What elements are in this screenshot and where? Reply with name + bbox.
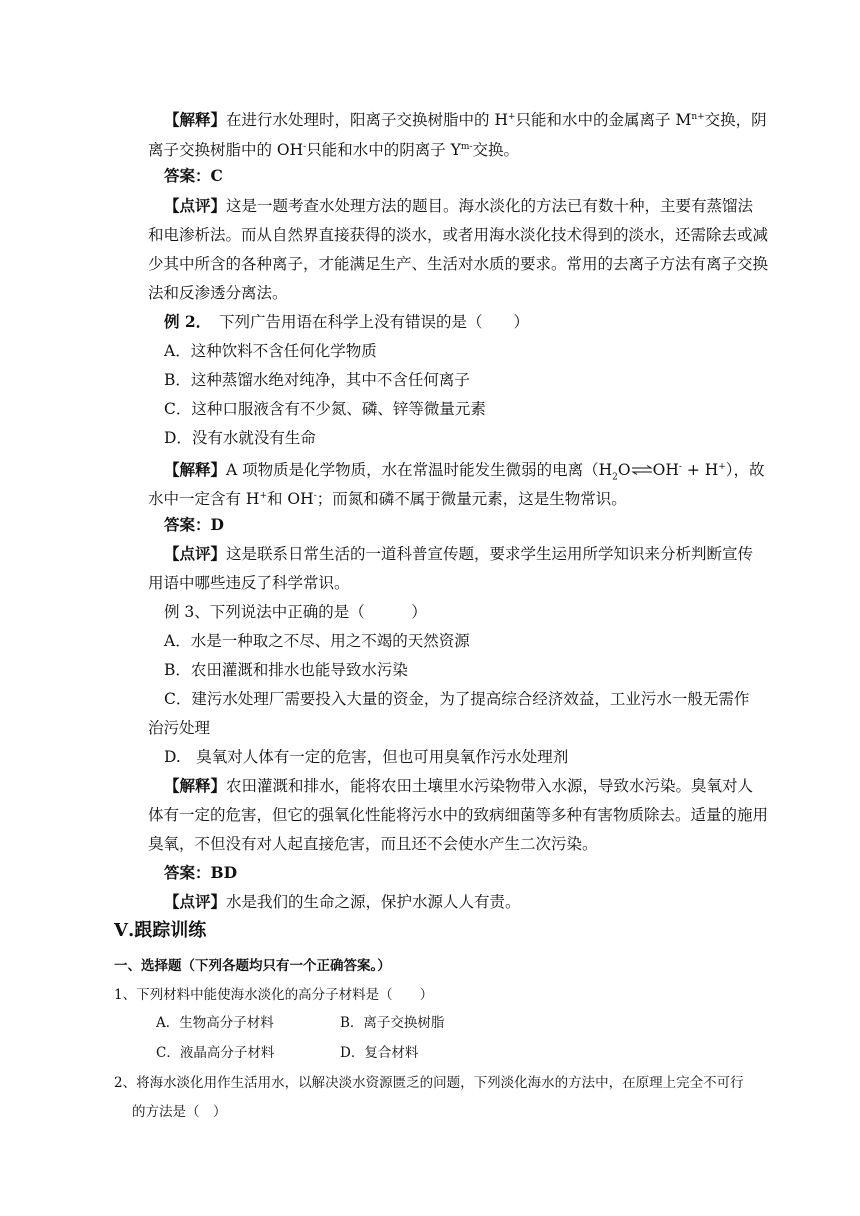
question-1-option-b: B．离子交换树脂 (340, 1015, 445, 1031)
section-subtitle: 一、选择题（下列各题均只有一个正确答案。） (114, 958, 391, 974)
example-2-option-b: B．这种蒸馏水绝对纯净，其中不含任何离子 (164, 371, 470, 389)
comment-1-line-2: 和电渗析法。而从自然界直接获得的淡水，或者用海水淡化技术得到的淡水，还需除去或减 (148, 226, 769, 244)
example-3-option-c-continued: 治污处理 (148, 719, 211, 737)
comment-2-line-1: 【点评】这是联系日常生活的一道科普宣传题，要求学生运用所学知识来分析判断宣传 (164, 544, 754, 563)
example-2-question: 例 2． 下列广告用语在科学上没有错误的是（ ） (164, 312, 529, 331)
answer-2: 答案：D (164, 515, 224, 534)
answer-3: 答案：BD (164, 863, 238, 882)
example-3-option-b: B．农田灌溉和排水也能导致水污染 (164, 661, 408, 679)
example-3-option-c: C．建污水处理厂需要投入大量的资金，为了提高综合经济效益，工业污水一般无需作 (164, 690, 750, 708)
comment-3-line-1: 【点评】水是我们的生命之源，保护水源人人有责。 (164, 892, 521, 911)
comment-marker: 【点评】 (164, 196, 227, 215)
explanation-2-line-2: 水中一定含有 H+和 OH-；而氮和磷不属于微量元素，这是生物常识。 (148, 490, 627, 509)
example-3-question: 例 3、下列说法中正确的是（ ） (164, 603, 427, 621)
question-1-option-a: A．生物高分子材料 (156, 1015, 274, 1031)
comment-marker: 【点评】 (164, 544, 227, 563)
question-1-option-c: C．液晶高分子材料 (156, 1045, 275, 1061)
explanation-3-line-1: 【解释】农田灌溉和排水，能将农田土壤里水污染物带入水源，导致水污染。臭氧对人 (164, 776, 754, 795)
question-1-option-d: D．复合材料 (340, 1045, 419, 1061)
explanation-1-line-1: 【解释】在进行水处理时，阳离子交换树脂中的 H+只能和水中的金属离子 $M^{n+}$交换，阴 (164, 110, 767, 130)
comment-2-line-2: 用语中哪些违反了科学常识。 (148, 574, 350, 592)
question-1-stem: 1、下列材料中能使海水淡化的高分子材料是（ ） (114, 987, 434, 1003)
example-3-option-d: D. 臭氧对人体有一定的危害，但也可用臭氧作污水处理剂 (164, 748, 569, 766)
comment-1-line-4: 法和反渗透分离法。 (148, 284, 288, 302)
equilibrium-arrow-icon (631, 459, 653, 481)
comment-1-line-3: 少其中所含的各种离子，才能满足生产、生活对水质的要求。常用的去离子方法有离子交换 (148, 255, 769, 273)
example-2-option-d: D．没有水就没有生命 (164, 429, 316, 447)
example-3-option-a: A．水是一种取之不尽、用之不竭的天然资源 (164, 632, 470, 650)
question-2-line-1: 2、将海水淡化用作生活用水，以解决淡水资源匮乏的问题，下列淡化海水的方法中，在原理上完全不可行 (114, 1075, 744, 1091)
explanation-3-line-2: 体有一定的危害，但它的强氧化性能将污水中的致病细菌等多种有害物质除去。适量的施用 (148, 806, 769, 824)
question-2-line-2: 的方法是（ ） (132, 1104, 227, 1120)
example-2-option-c: C．这种口服液含有不少氮、磷、锌等微量元素 (164, 400, 486, 418)
explanation-3-line-3: 臭氧，不但没有对人起直接危害，而且还不会使水产生二次污染。 (148, 835, 598, 853)
explanation-marker: 【解释】 (164, 460, 227, 480)
example-2-option-a: A．这种饮料不含任何化学物质 (164, 342, 377, 360)
comment-1-line-1: 【点评】这是一题考查水处理方法的题目。海水淡化的方法已有数十种，主要有蒸馏法 (164, 196, 754, 215)
comment-marker: 【点评】 (164, 892, 227, 911)
explanation-marker: 【解释】 (164, 110, 227, 130)
section-title: Ⅴ.跟踪训练 (114, 920, 207, 941)
explanation-2-line-1: 【解释】A 项物质是化学物质，水在常温时能发生微弱的电离（$H_2O$ OH- + H+），故 (164, 460, 765, 483)
explanation-marker: 【解释】 (164, 776, 227, 795)
answer-1: 答案：C (164, 166, 223, 185)
explanation-1-line-2: 离子交换树脂中的 OH-只能和水中的阴离子 $Y^{m-}$交换。 (148, 141, 519, 160)
